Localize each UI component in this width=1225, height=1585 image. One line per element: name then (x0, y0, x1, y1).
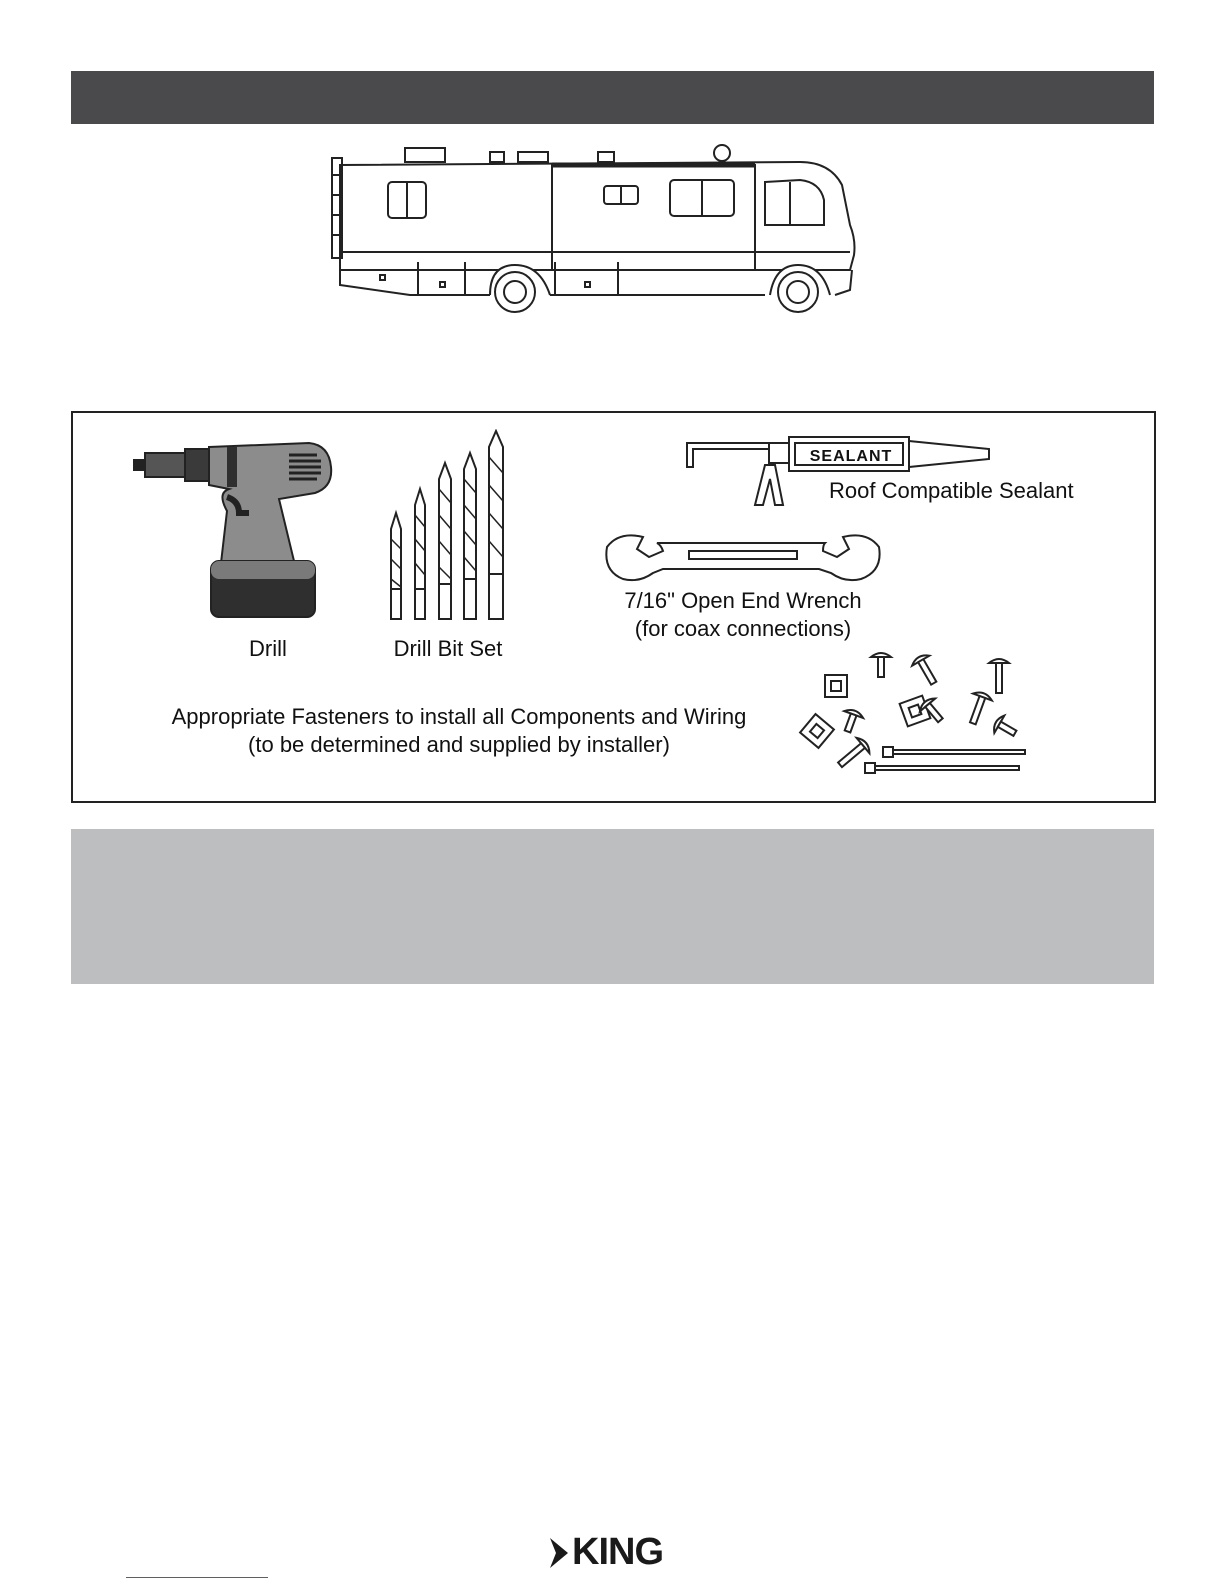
tools-required-box (71, 411, 1156, 803)
section-header-bar (71, 71, 1154, 124)
fasteners-icon (795, 649, 1035, 781)
wrench-label-line2: (for coax connections) (634, 616, 852, 641)
open-end-wrench-icon (605, 531, 881, 587)
fasteners-label-line2: (to be determined and supplied by installer) (248, 732, 670, 757)
drill-bit-set-label: Drill Bit Set (393, 636, 503, 661)
sealant-label: Roof Compatible Sealant (829, 478, 1074, 503)
logo-text: KING (572, 1531, 663, 1573)
footer-link-line (126, 1577, 268, 1578)
king-logo (548, 1532, 678, 1572)
wrench-label-line1: 7/16" Open End Wrench (624, 588, 862, 613)
fasteners-label-line1: Appropriate Fasteners to install all Components and Wiring (171, 704, 747, 729)
sealant-tube-text: SEALANT (809, 448, 893, 465)
drill-icon (129, 441, 339, 621)
logo-arrow-icon (548, 1538, 570, 1568)
drill-label: Drill (249, 636, 287, 661)
rv-illustration (330, 140, 870, 315)
drill-bit-set-icon (385, 429, 509, 621)
note-box (71, 829, 1154, 984)
